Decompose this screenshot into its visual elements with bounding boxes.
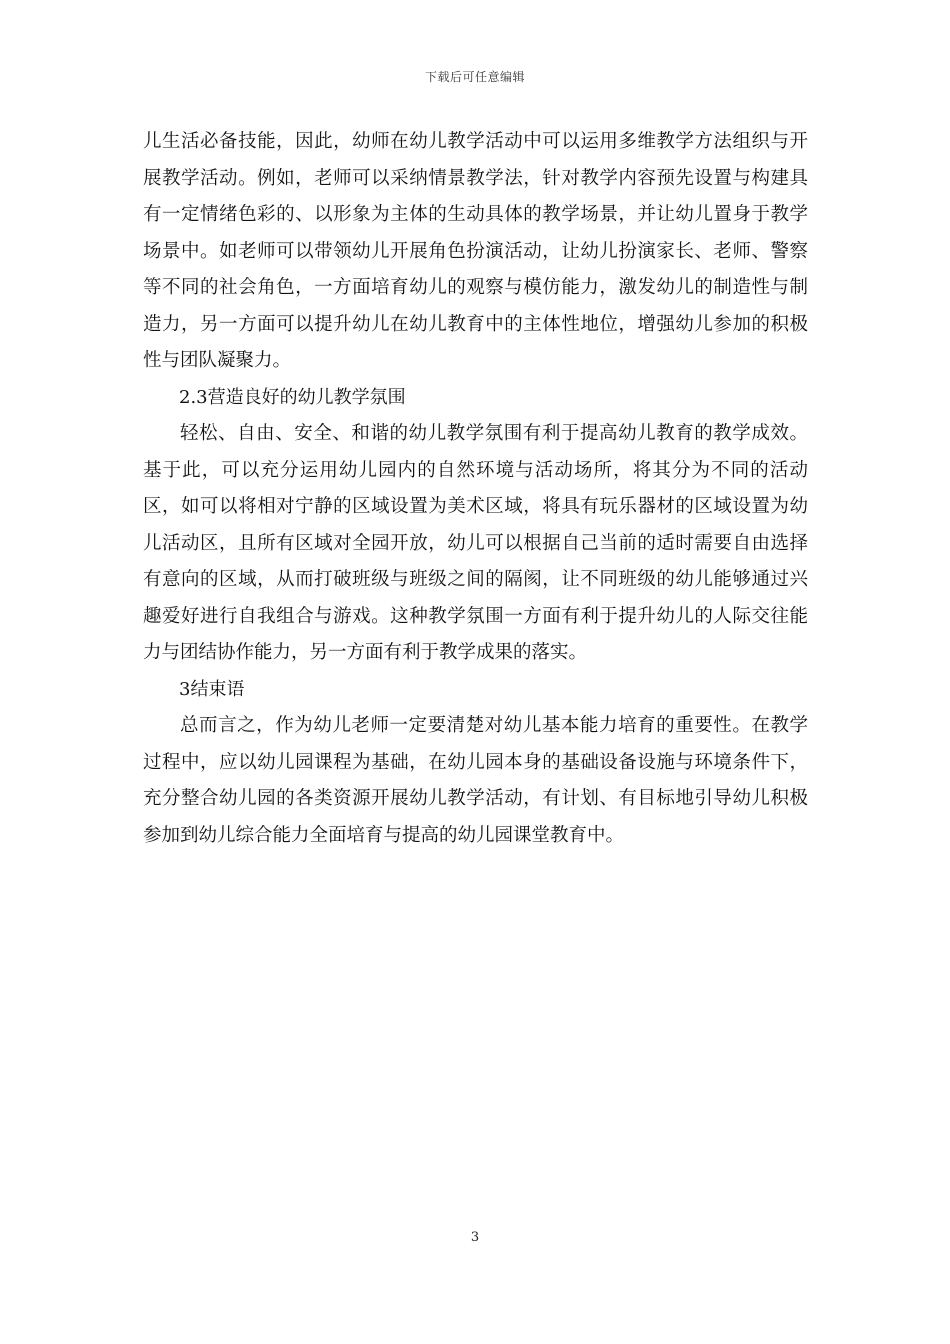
paragraph-2-3: 轻松、自由、安全、和谐的幼儿教学氛围有利于提高幼儿教育的教学成效。基于此，可以充分运用幼儿园内的自然环境与活动场所，将其分为不同的活动区，如可以将相对宁静的区域设置为美术区域，将具有玩乐器材的区域设置为幼儿活动区，且所有区域对全园开放，幼儿可以根据自己当前的适时需要自由选择有意向的区域，从而打破班级与班级之间的隔阂，让不同班级的幼儿能够通过兴趣爱好进行自我组合与游戏。这种教学氛围一方面有利于提升幼儿的人际交往能力与团结协作能力，另一方面有利于教学成果的落实。: [143, 423, 808, 663]
document-body: [143, 124, 808, 854]
section-heading-2-3: 2.3营造良好的幼儿教学氛围: [179, 386, 406, 408]
paragraph-conclusion: 总而言之，作为幼儿老师一定要清楚对幼儿基本能力培育的重要性。在教学过程中，应以幼儿园课程为基础，在幼儿园本身的基础设备设施与环境条件下，充分整合幼儿园的各类资源开展幼儿教学活动，有计划、有目标地引导幼儿积极参加到幼儿综合能力全面培育与提高的幼儿园课堂教育中。: [143, 715, 808, 846]
section-heading-3: 3结束语: [179, 678, 245, 700]
page-number: 3: [470, 1230, 480, 1245]
paragraph-continued: 儿生活必备技能，因此，幼师在幼儿教学活动中可以运用多维教学方法组织与开展教学活动。例如，老师可以采纳情景教学法，针对教学内容预先设置与构建具有一定情绪色彩的、以形象为主体的生动具体的教学场景，并让幼儿置身于教学场景中。如老师可以带领幼儿开展角色扮演活动，让幼儿扮演家长、老师、警察等不同的社会角色，一方面培育幼儿的观察与模仿能力，激发幼儿的制造性与制造力，另一方面可以提升幼儿在幼儿教育中的主体性地位，增强幼儿参加的积极性与团队凝聚力。: [143, 131, 808, 371]
page-header: 下载后可任意编辑: [424, 70, 525, 84]
